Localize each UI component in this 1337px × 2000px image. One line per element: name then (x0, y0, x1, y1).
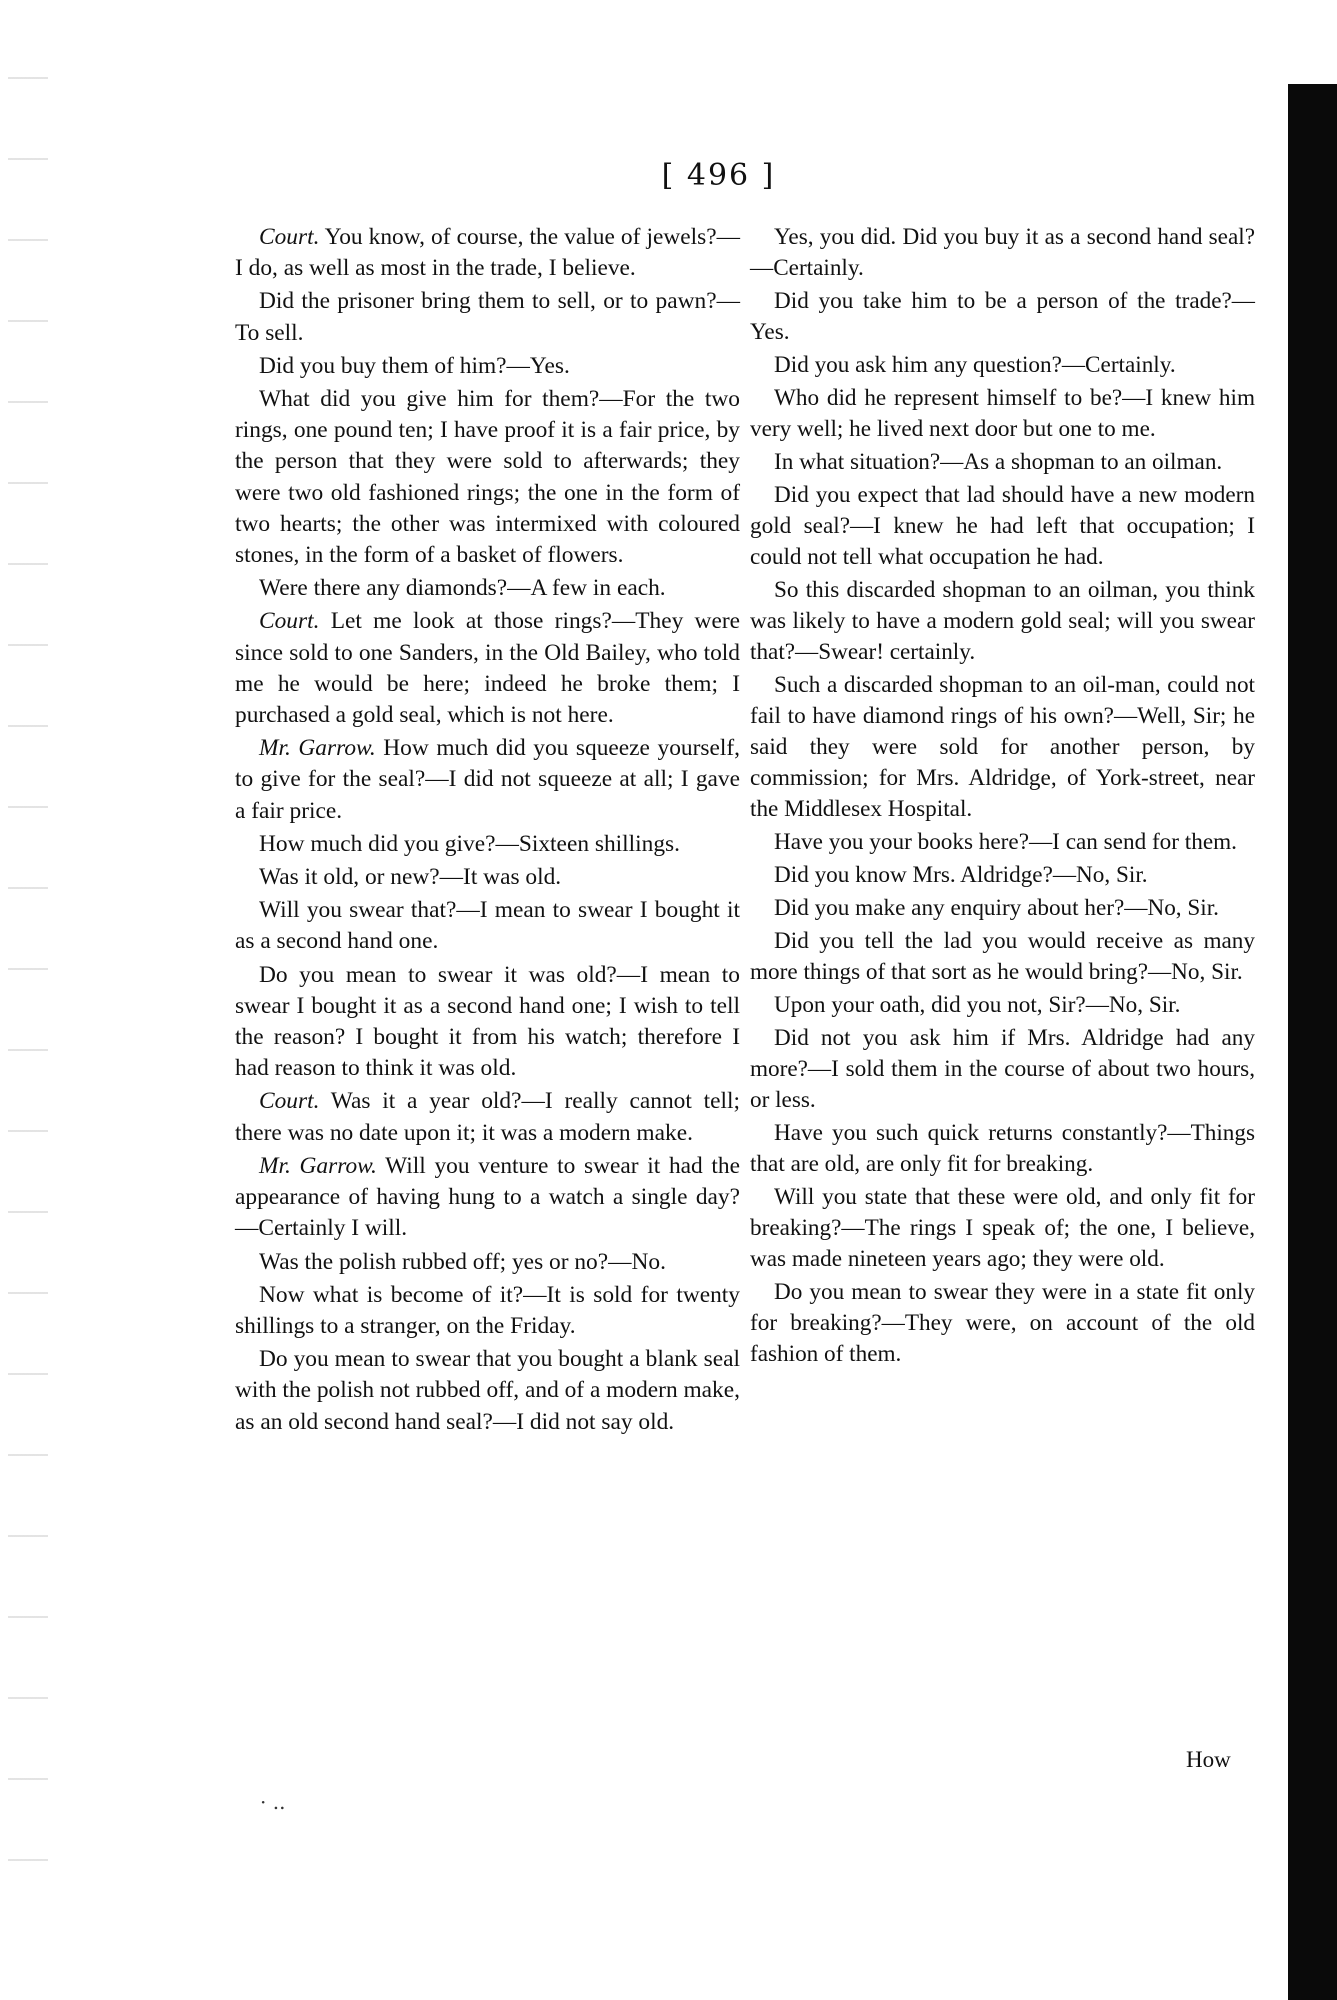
paragraph-text: What did you give him for them?—For the two rings, one pound ten; I have proof it is a fair price, by the person that they were sold to afterwards; they were two old fashioned rings; the one in the form of two hearts; the other was intermixed with coloured stones, in the form of a basket of flowers. (235, 386, 740, 569)
right-column (750, 222, 1255, 1372)
paragraph-text: Did you make any enquiry about her?—No, Sir. (774, 895, 1219, 921)
paragraph (750, 860, 1255, 891)
paragraph (750, 1182, 1255, 1275)
paragraph-text: Now what is become of it?—It is sold for twenty shillings to a stranger, on the Friday. (235, 1281, 740, 1339)
paragraph (750, 1118, 1255, 1180)
paragraph (235, 733, 740, 827)
paragraph-text: Was it old, or new?—It was old. (259, 864, 562, 891)
paragraph (750, 670, 1255, 825)
paragraph-text: In what situation?—As a shopman to an oilman. (774, 449, 1223, 475)
paragraph-text: Do you mean to swear that you bought a blank seal with the polish not rubbed off, and of a modern make, as an old second hand seal?—I did not say old. (235, 1346, 740, 1435)
paragraph (750, 575, 1255, 668)
paragraph-text: Such a discarded shopman to an oil-man, could not fail to have diamond rings of his own?—Well, Sir; he said they were sold for another person, by commission; for Mrs. Aldridge, of York-street, near the Middlesex Hospital. (750, 672, 1255, 822)
paragraph (235, 829, 740, 860)
paragraph (750, 447, 1255, 478)
paragraph (235, 351, 740, 382)
paragraph-text: Did not you ask him if Mrs. Aldridge had any more?—I sold them in the course of about two hours, or less. (750, 1025, 1255, 1113)
paragraph-text: Will you venture to swear it had the appearance of having hung to a watch a single day?—Certainly I will. (235, 1152, 740, 1242)
bottom-mark: · .. (260, 1790, 286, 1814)
paragraph-text: Yes, you did. Did you buy it as a second hand seal?—Certainly. (750, 224, 1255, 281)
speaker-label: Court. (259, 1088, 320, 1115)
paragraph-text: Who did he represent himself to be?—I knew him very well; he lived next door but one to me. (750, 385, 1255, 442)
paragraph-text: Were there any diamonds?—A few in each. (259, 575, 666, 602)
paragraph (750, 1277, 1255, 1370)
paragraph (235, 960, 740, 1085)
speaker-label: Mr. Garrow. (259, 1152, 377, 1179)
paragraph (750, 827, 1255, 858)
paragraph (235, 222, 740, 284)
paragraph-text: Have you your books here?—I can send for them. (774, 829, 1237, 855)
speaker-label: Court. (259, 224, 320, 250)
paragraph-text: Let me look at those rings?—They were since sold to one Sanders, in the Old Bailey, who told me he would be here; indeed he broke them; I purchased a gold seal, which is not here. (235, 608, 740, 729)
paragraph (750, 480, 1255, 573)
paragraph (750, 383, 1255, 445)
speaker-label: Court. (259, 608, 320, 635)
left-column (235, 222, 740, 1440)
paragraph-text: Was it a year old?—I really cannot tell; there was no date upon it; it was a modern make. (235, 1088, 740, 1146)
scan-edge-speckle (8, 40, 48, 1920)
paragraph-text: Did you buy them of him?—Yes. (259, 352, 570, 379)
paragraph (235, 1151, 740, 1245)
paragraph-text: Will you state that these were old, and only fit for breaking?—The rings I speak of; the one, I believe, was made nineteen years ago; they were old. (750, 1184, 1255, 1272)
paragraph (750, 286, 1255, 348)
paragraph (235, 573, 740, 604)
paragraph-text: So this discarded shopman to an oilman, you think was likely to have a modern gold seal; will you swear that?—Swear! certainly. (750, 577, 1255, 665)
paragraph (750, 350, 1255, 381)
paragraph-text: Was the polish rubbed off; yes or no?—No. (259, 1248, 666, 1275)
paragraph (750, 222, 1255, 284)
speaker-label: Mr. Garrow. (259, 735, 376, 762)
paragraph-text: How much did you squeeze yourself, to give for the seal?—I did not squeeze at all; I gave a fair price. (235, 735, 740, 824)
paragraph-text: Did you ask him any question?—Certainly. (774, 352, 1176, 378)
paragraph (750, 926, 1255, 988)
catchword: How (1186, 1747, 1231, 1772)
paragraph-text: Did you expect that lad should have a new modern gold seal?—I knew he had left that occupation; I could not tell what occupation he had. (750, 482, 1255, 570)
paragraph-text: Will you swear that?—I mean to swear I bought it as a second hand one. (235, 897, 740, 955)
paragraph-text: Did you know Mrs. Aldridge?—No, Sir. (774, 862, 1148, 888)
scan-edge-shadow (1288, 84, 1337, 2000)
paragraph (235, 895, 740, 957)
paragraph (235, 1344, 740, 1438)
paragraph (750, 990, 1255, 1021)
paragraph-text: You know, of course, the value of jewels?—I do, as well as most in the trade, I believe. (235, 224, 740, 282)
paragraph (235, 1086, 740, 1148)
paragraph-text: Have you such quick returns constantly?—Things that are old, are only fit for breaking. (750, 1120, 1255, 1177)
paragraph (235, 286, 740, 348)
paragraph-text: Did you take him to be a person of the trade?—Yes. (750, 288, 1255, 345)
paragraph (235, 384, 740, 571)
paragraph (235, 862, 740, 893)
paragraph (750, 893, 1255, 924)
paragraph-text: Do you mean to swear it was old?—I mean to swear I bought it as a second hand one; I wish to tell the reason? I bought it from his watch; therefore I had reason to think it was old. (235, 961, 740, 1082)
paragraph (235, 606, 740, 731)
paragraph-text: Did the prisoner bring them to sell, or to pawn?—To sell. (235, 288, 740, 346)
paragraph (235, 1247, 740, 1278)
paragraph-text: Did you tell the lad you would receive as many more things of that sort as he would bring?—No, Sir. (750, 928, 1255, 985)
page-number: [ 496 ] (661, 158, 776, 193)
paragraph-text: How much did you give?—Sixteen shillings. (259, 830, 680, 857)
paragraph (235, 1280, 740, 1342)
paragraph-text: Upon your oath, did you not, Sir?—No, Sir. (774, 992, 1181, 1018)
paragraph-text: Do you mean to swear they were in a state fit only for breaking?—They were, on account of the old fashion of them. (750, 1279, 1255, 1367)
paragraph (750, 1023, 1255, 1116)
